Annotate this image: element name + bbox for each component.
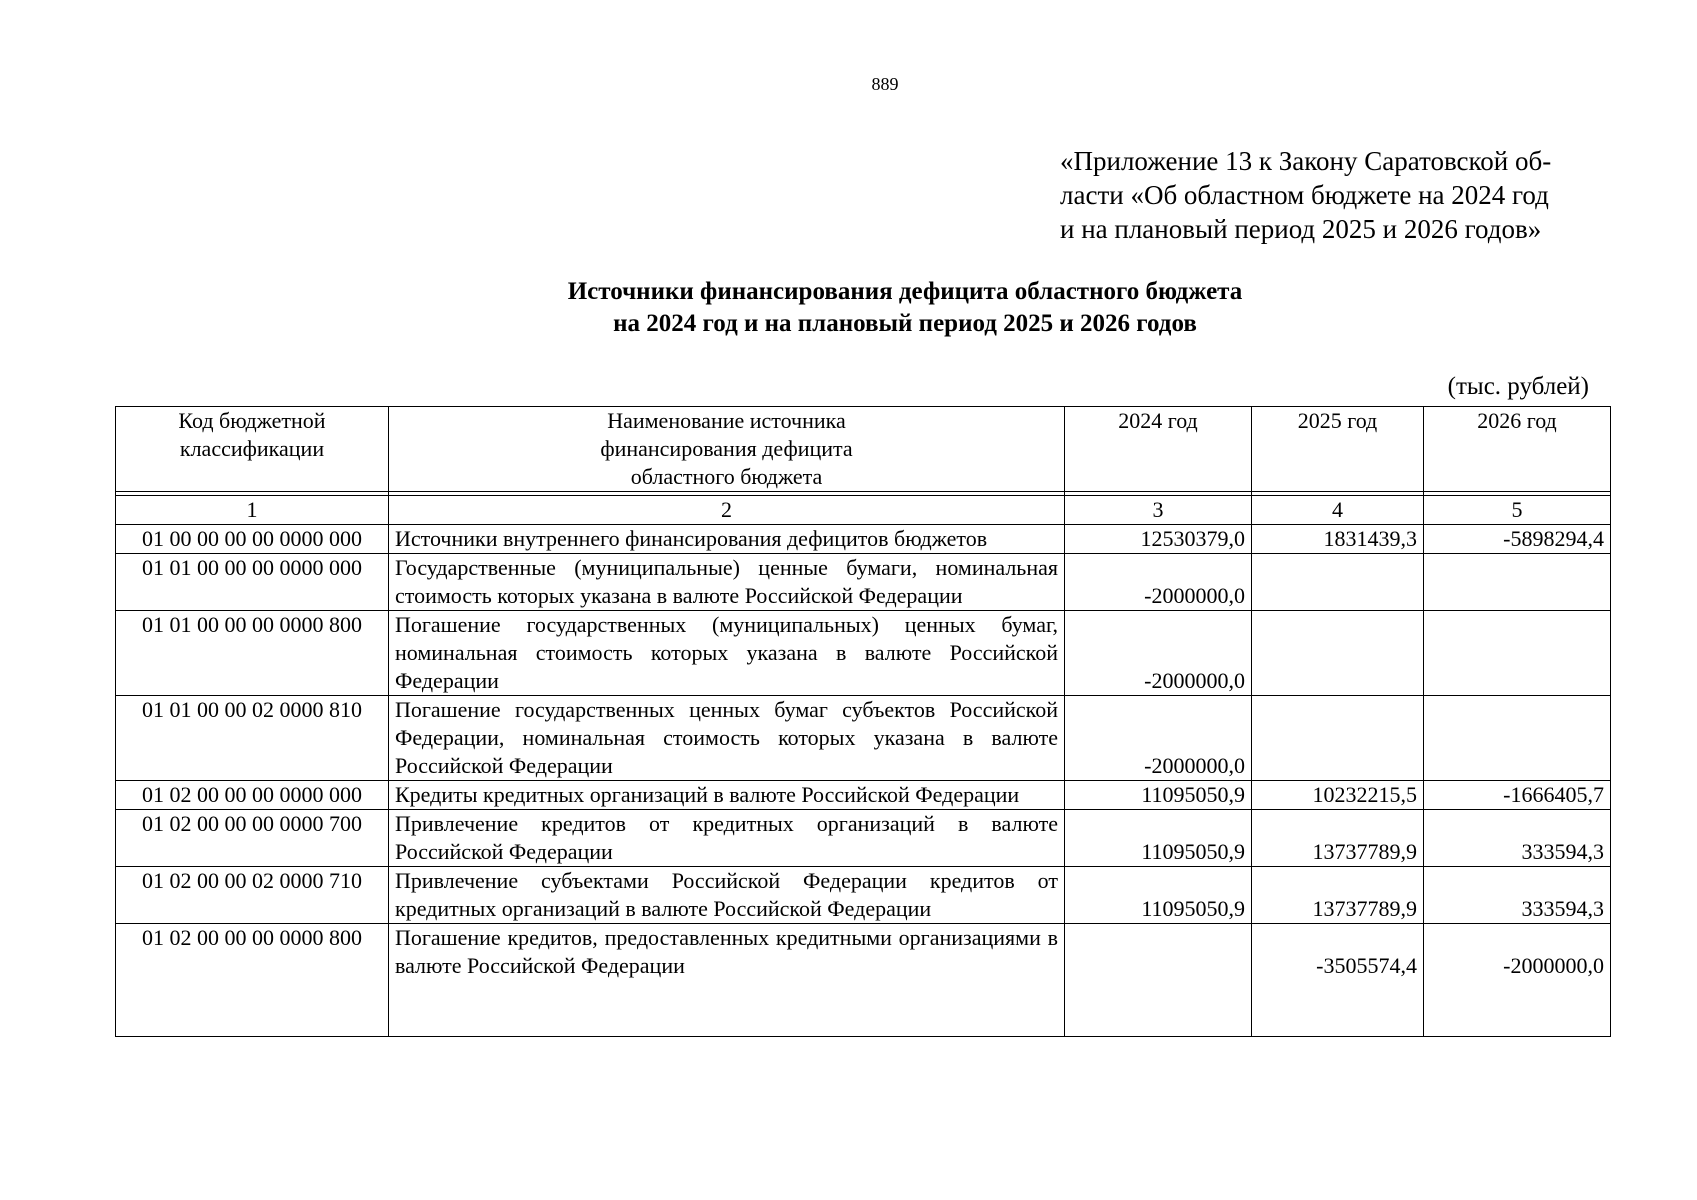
value-2025-cell: -3505574,4 xyxy=(1252,924,1424,1037)
value-2024-cell: -2000000,0 xyxy=(1065,696,1252,781)
header-name: Наименование источника финансирования дефицита областного бюджета xyxy=(389,407,1065,492)
value-2024-cell: 11095050,9 xyxy=(1065,781,1252,810)
table-row xyxy=(116,525,1611,554)
table-row xyxy=(116,810,1611,867)
column-number-row xyxy=(116,496,1611,525)
value-2025-cell xyxy=(1252,554,1424,611)
budget-code-cell: 01 01 00 00 00 0000 000 xyxy=(116,554,389,611)
source-name-cell: Источники внутреннего финансирования дефицитов бюджетов xyxy=(389,525,1065,554)
header-2025: 2025 год xyxy=(1252,407,1424,492)
source-name-cell: Государственные (муниципальные) ценные бумаги, номинальная стоимость которых указана в валюте Российской Федерации xyxy=(389,554,1065,611)
value-2026-cell: -1666405,7 xyxy=(1424,781,1611,810)
column-number: 3 xyxy=(1065,496,1252,525)
value-2026-cell: -5898294,4 xyxy=(1424,525,1611,554)
value-2024-cell: 11095050,9 xyxy=(1065,867,1252,924)
value-2024-cell: 11095050,9 xyxy=(1065,810,1252,867)
appendix-line: «Приложение 13 к Закону Саратовской об- xyxy=(1060,146,1552,176)
appendix-line: ласти «Об областном бюджете на 2024 год xyxy=(1060,180,1549,210)
value-2025-cell xyxy=(1252,611,1424,696)
value-2024-cell: -2000000,0 xyxy=(1065,554,1252,611)
table-row xyxy=(116,611,1611,696)
budget-code-cell: 01 02 00 00 00 0000 800 xyxy=(116,924,389,1037)
column-number: 5 xyxy=(1424,496,1611,525)
source-name-cell: Привлечение кредитов от кредитных организаций в валюте Российской Федерации xyxy=(389,810,1065,867)
header-2026: 2026 год xyxy=(1424,407,1611,492)
source-name-cell: Погашение государственных ценных бумаг субъектов Российской Федерации, номинальная стоимость которых указана в валюте Российской Федерации xyxy=(389,696,1065,781)
budget-code-cell: 01 01 00 00 02 0000 810 xyxy=(116,696,389,781)
budget-code-cell: 01 02 00 00 00 0000 700 xyxy=(116,810,389,867)
source-name-cell: Погашение кредитов, предоставленных кредитными организациями в валюте Российской Федерации xyxy=(389,924,1065,1037)
table-row xyxy=(116,554,1611,611)
title-line: на 2024 год и на плановый период 2025 и 2026 годов xyxy=(613,310,1197,337)
table-row xyxy=(116,696,1611,781)
appendix-reference xyxy=(1060,144,1600,246)
value-2025-cell: 10232215,5 xyxy=(1252,781,1424,810)
value-2026-cell xyxy=(1424,554,1611,611)
value-2025-cell xyxy=(1252,696,1424,781)
header-2024: 2024 год xyxy=(1065,407,1252,492)
column-number: 2 xyxy=(389,496,1065,525)
header-code: Код бюджетной классификации xyxy=(116,407,389,492)
appendix-line: и на плановый период 2025 и 2026 годов» xyxy=(1060,214,1542,244)
page-number: 889 xyxy=(871,74,899,94)
source-name-cell: Привлечение субъектами Российской Федерации кредитов от кредитных организаций в валюте Российской Федерации xyxy=(389,867,1065,924)
budget-code-cell: 01 00 00 00 00 0000 000 xyxy=(116,525,389,554)
value-2024-cell xyxy=(1065,924,1252,1037)
column-number: 4 xyxy=(1252,496,1424,525)
budget-code-cell: 01 02 00 00 02 0000 710 xyxy=(116,867,389,924)
value-2024-cell: 12530379,0 xyxy=(1065,525,1252,554)
units-label: (тыс. рублей) xyxy=(1447,373,1589,400)
value-2026-cell: 333594,3 xyxy=(1424,810,1611,867)
budget-table xyxy=(115,406,1611,1037)
value-2026-cell: 333594,3 xyxy=(1424,867,1611,924)
value-2026-cell: -2000000,0 xyxy=(1424,924,1611,1037)
table-row xyxy=(116,924,1611,1037)
table-row xyxy=(116,781,1611,810)
title-line: Источники финансирования дефицита областного бюджета xyxy=(567,278,1243,305)
table-row xyxy=(116,867,1611,924)
value-2025-cell: 13737789,9 xyxy=(1252,810,1424,867)
table-header-row xyxy=(116,407,1611,492)
value-2026-cell xyxy=(1424,611,1611,696)
document-title xyxy=(0,276,1697,340)
value-2025-cell: 13737789,9 xyxy=(1252,867,1424,924)
source-name-cell: Погашение государственных (муниципальных) ценных бумаг, номинальная стоимость которых указана в валюте Российской Федерации xyxy=(389,611,1065,696)
source-name-cell: Кредиты кредитных организаций в валюте Российской Федерации xyxy=(389,781,1065,810)
value-2024-cell: -2000000,0 xyxy=(1065,611,1252,696)
budget-code-cell: 01 02 00 00 00 0000 000 xyxy=(116,781,389,810)
value-2026-cell xyxy=(1424,696,1611,781)
value-2025-cell: 1831439,3 xyxy=(1252,525,1424,554)
budget-code-cell: 01 01 00 00 00 0000 800 xyxy=(116,611,389,696)
column-number: 1 xyxy=(116,496,389,525)
